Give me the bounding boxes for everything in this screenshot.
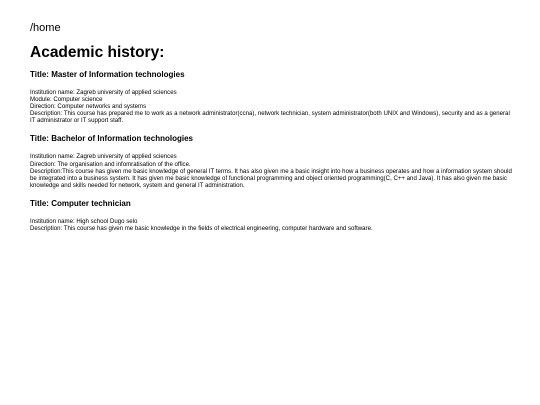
description: Description:This course has given me basic knowledge of general IT terms. It has also given me a basic insight into how a business operates and how a information system should be integrated into a business system. It has given me basic knowledge of functional programming and object oriented programming(C, C++ and Java). It has also given me basic knowledge and skills needed for network, system and general IT administration.	[30, 167, 512, 189]
education-entry-technician	[30, 199, 516, 232]
direction: Direction: The organisation and infomratisation of the office.	[30, 160, 191, 168]
description: Description: This course has given me basic knowledge in the fields of electrical engineering, computer hardware and software.	[30, 225, 373, 233]
entry-details	[30, 89, 516, 124]
entry-details	[30, 153, 516, 188]
module: Module: Computer science	[30, 96, 103, 104]
institution-name: Institution name: Zagreb university of applied sciences	[30, 89, 177, 96]
institution-name: Institution name: High school Dugo selo	[30, 217, 138, 225]
institution-name: Institution name: Zagreb university of applied sciences	[30, 153, 177, 161]
page-title: Academic history:	[30, 44, 165, 61]
description: Description: This course has prepared me to work as a network administrator(ccna), network technician, system administrator(both UNIX and Windows), security and as a general IT administrator or IT support staff.	[30, 110, 510, 125]
entry-details	[30, 218, 516, 232]
direction: Direction: Computer networks and systems	[30, 103, 147, 111]
education-entry-master	[30, 70, 516, 124]
education-entry-bachelor	[30, 134, 516, 188]
entry-title: Title: Computer technician	[30, 198, 131, 208]
entry-title: Title: Bachelor of Information technologies	[30, 134, 193, 144]
page-path: /home	[30, 22, 61, 34]
entry-title: Title: Master of Information technologies	[30, 70, 185, 79]
